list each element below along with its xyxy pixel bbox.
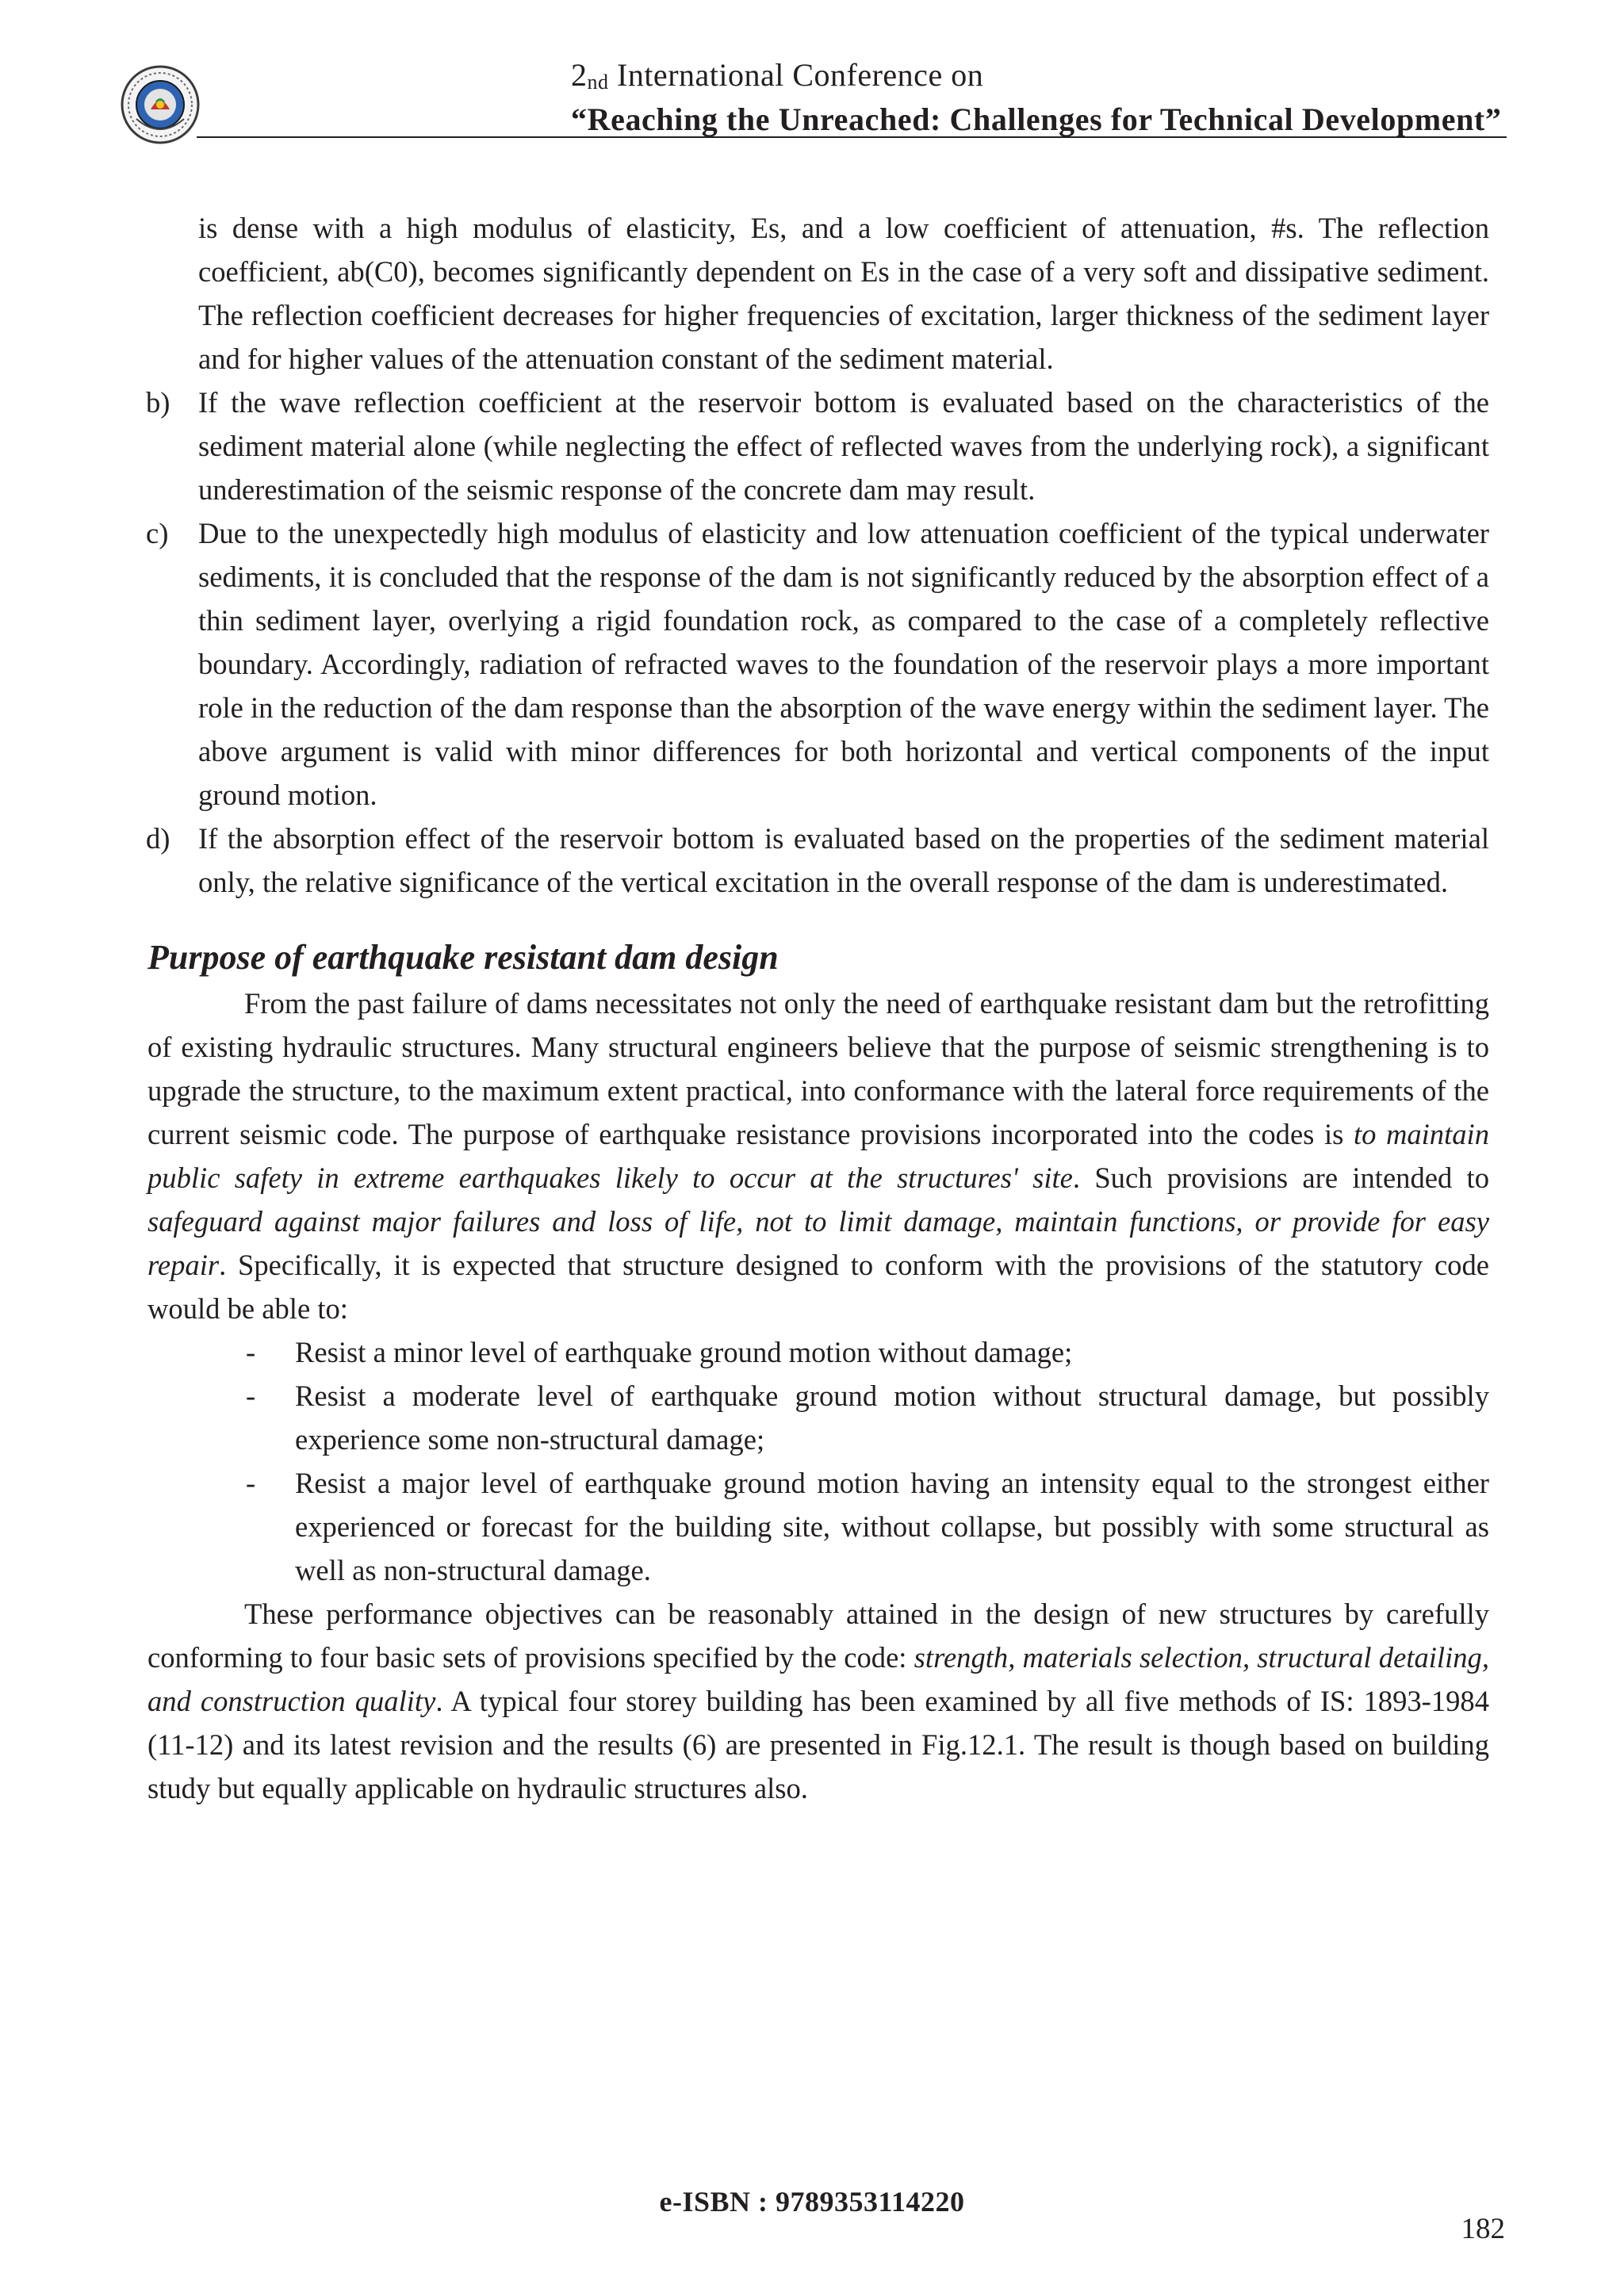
text-run: . Such provisions are intended to	[1072, 1161, 1489, 1194]
header-divider	[197, 136, 1507, 138]
page-header	[119, 49, 1507, 141]
paragraph-performance	[147, 1592, 1489, 1810]
conference-title	[571, 55, 1501, 99]
dash-list-item	[147, 1461, 1489, 1592]
continuation-paragraph: is dense with a high modulus of elasticity, Es, and a low coefficient of attenuation, #s. The reflection coefficient, ab(C0), becomes significantly dependent on Es in the case of a very soft and dissipative sediment. The reflection coefficient decreases for higher frequencies of excitation, larger thickness of the sediment layer and for higher values of the attenuation constant of the sediment material.	[198, 212, 1489, 375]
dash-text: Resist a minor level of earthquake ground motion without damage;	[295, 1336, 1073, 1368]
dash-list-item	[147, 1330, 1489, 1374]
dash-bullet: -	[246, 1467, 256, 1499]
italic-run: safeguard against major failures and loss of life, not to limit damage, maintain functions, or provide for easy repair	[147, 1205, 1489, 1281]
text-run: . A typical four storey building has been examined by all five methods of IS: 1893-1984 (11-12) and its latest revision and the results (6) are presented in Fig.12.1. The result is though based on building study but equally applicable on hydraulic structures also.	[147, 1685, 1490, 1804]
italic-run: to maintain public safety in extreme earthquakes likely to occur at the structures' site	[147, 1118, 1490, 1194]
dash-list-item	[147, 1374, 1489, 1461]
conference-title-text: International Conference on	[617, 57, 984, 93]
list-text: Due to the unexpectedly high modulus of elasticity and low attenuation coefficient of the typical underwater sediments, it is concluded that the response of the dam is not significantly reduced by the absorption effect of a thin sediment layer, overlying a rigid foundation rock, as compared to the case of a completely reflective boundary. Accordingly, radiation of refracted waves to the foundation of the reservoir plays a more important role in the reduction of the dam response than the absorption of the wave energy within the sediment layer. The above argument is valid with minor differences for both horizontal and vertical components of the input ground motion.	[198, 517, 1489, 811]
list-text: If the wave reflection coefficient at the reservoir bottom is evaluated based on the characteristics of the sediment material alone (while neglecting the effect of reflected waves from the underlying rock), a significant underestimation of the seismic response of the concrete dam may result.	[198, 386, 1489, 506]
italic-run: strength, materials selection, structural detailing, and construction quality	[147, 1641, 1489, 1717]
footer-isbn: e-ISBN : 9789353114220	[659, 2186, 965, 2218]
dash-text: Resist a major level of earthquake ground motion having an intensity equal to the strongest either experienced or forecast for the building site, without collapse, but possibly with some structural as well as non-structural damage.	[295, 1467, 1489, 1586]
conference-ordinal: 2	[571, 57, 588, 93]
conference-ordinal-suffix: nd	[587, 71, 609, 94]
dash-bullet: -	[246, 1336, 256, 1368]
text-run: From the past failure of dams necessitates not only the need of earthquake resistant dam but the retrofitting of existing hydraulic structures. Many structural engineers believe that the purpose of seismic strengthening is to upgrade the structure, to the maximum extent practical, into conformance with the lateral force requirements of the current seismic code. The purpose of earthquake resistance provisions incorporated into the codes is	[147, 987, 1489, 1150]
conference-title-block	[571, 55, 1501, 140]
list-item-c	[147, 511, 1489, 817]
page-number: 182	[1461, 2213, 1505, 2245]
conference-seal-icon	[119, 63, 201, 146]
list-item-d	[147, 817, 1489, 904]
list-text: If the absorption effect of the reservoir bottom is evaluated based on the properties of the sediment material only, the relative significance of the vertical excitation in the overall response of the dam is underestimated.	[198, 822, 1489, 898]
page-content	[147, 206, 1489, 1810]
paragraph-purpose	[147, 982, 1489, 1330]
list-label: d)	[146, 822, 170, 855]
list-item-b	[147, 381, 1489, 511]
text-run: . Specifically, it is expected that structure designed to conform with the provisions of the statutory code would be able to:	[147, 1249, 1489, 1325]
text-run: These performance objectives can be reasonably attained in the design of new structures by carefully conforming to four basic sets of provisions specified by the code:	[147, 1598, 1489, 1674]
dash-bullet: -	[246, 1380, 256, 1412]
section-heading: Purpose of earthquake resistant dam design	[147, 938, 779, 977]
conference-theme: “Reaching the Unreached: Challenges for Technical Development”	[571, 101, 1502, 137]
list-label: c)	[146, 517, 169, 549]
list-label: b)	[146, 386, 170, 419]
dash-text: Resist a moderate level of earthquake ground motion without structural damage, but possibly experience some non-structural damage;	[295, 1380, 1489, 1456]
